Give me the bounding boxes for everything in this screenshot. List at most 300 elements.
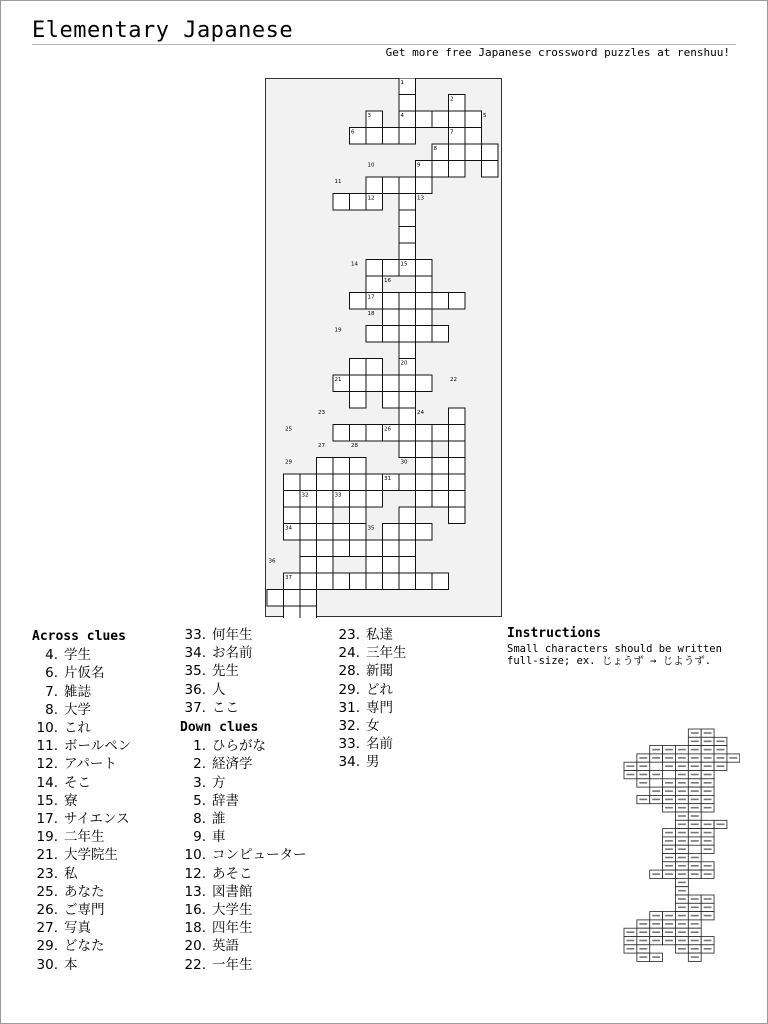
thumbnail-answer-mark (678, 940, 686, 942)
thumbnail-answer-mark (639, 948, 647, 950)
grid-cell[interactable] (333, 573, 350, 590)
grid-cell[interactable] (383, 557, 400, 574)
thumbnail-answer-mark (691, 732, 699, 734)
grid-cell[interactable] (383, 573, 400, 590)
clue-number: 25. (36, 883, 58, 900)
thumbnail-answer-mark (678, 799, 686, 801)
grid-cell[interactable] (449, 111, 466, 128)
clue-number: 27. (36, 920, 58, 937)
thumbnail-answer-mark (704, 873, 712, 875)
clue-number: 8. (45, 701, 58, 718)
thumbnail-answer-mark (691, 824, 699, 826)
clue-item (32, 901, 131, 919)
crossword-grid[interactable] (265, 78, 501, 618)
clue-item (32, 646, 131, 664)
grid-cell[interactable] (383, 392, 400, 409)
clue-item (180, 919, 307, 937)
grid-cell[interactable] (416, 441, 433, 458)
grid-clue-number: 6 (351, 129, 355, 136)
grid-cell[interactable] (333, 425, 350, 442)
grid-cell[interactable] (482, 144, 499, 161)
thumbnail-answer-mark (678, 840, 686, 842)
grid-cell[interactable] (300, 573, 317, 590)
thumbnail-answer-mark (729, 757, 737, 759)
clue-text: あそこ (212, 865, 253, 882)
grid-cell[interactable] (432, 111, 449, 128)
grid-cell[interactable] (383, 260, 400, 277)
grid-cell[interactable] (350, 392, 367, 409)
grid-cell[interactable] (317, 474, 334, 491)
clue-number: 32. (338, 718, 360, 735)
grid-cell[interactable] (465, 111, 482, 128)
grid-cell[interactable] (399, 293, 416, 310)
clue-number: 13. (184, 883, 206, 900)
grid-cell[interactable] (416, 524, 433, 541)
grid-cell[interactable] (432, 425, 449, 442)
grid-cell[interactable] (416, 309, 433, 326)
grid-cell[interactable] (350, 573, 367, 590)
grid-cell[interactable] (449, 507, 466, 524)
grid-clue-number: 21 (334, 377, 342, 383)
clue-item (180, 626, 307, 644)
grid-cell[interactable] (383, 375, 400, 392)
thumbnail-answer-mark (678, 824, 686, 826)
thumbnail-answer-mark (627, 765, 635, 767)
clue-text: ボールペン (64, 738, 132, 755)
grid-cell[interactable] (350, 474, 367, 491)
grid-cell[interactable] (350, 458, 367, 475)
thumbnail-answer-mark (691, 782, 699, 784)
grid-cell[interactable] (366, 177, 383, 194)
thumbnail-answer-mark (665, 799, 673, 801)
thumbnail-answer-mark (717, 749, 725, 751)
thumbnail-answer-mark (691, 749, 699, 751)
thumbnail-answer-mark (627, 940, 635, 942)
clue-item (32, 956, 131, 974)
grid-cell[interactable] (399, 507, 416, 524)
thumbnail-answer-mark (665, 749, 673, 751)
grid-clue-number: 5 (483, 113, 487, 119)
clue-item (334, 644, 407, 662)
grid-clue-number: 24 (417, 410, 424, 416)
grid-cell[interactable] (300, 474, 317, 491)
grid-cell[interactable] (465, 144, 482, 161)
clue-text: 経済学 (212, 756, 253, 773)
grid-cell[interactable] (449, 474, 466, 491)
thumbnail-answer-mark (717, 741, 725, 743)
grid-cell[interactable] (449, 144, 466, 161)
thumbnail-answer-mark (665, 865, 673, 867)
grid-cell[interactable] (465, 128, 482, 145)
thumbnail-answer-mark (678, 873, 686, 875)
clue-text: サイエンス (64, 811, 130, 828)
clue-number: 26. (36, 902, 58, 919)
clue-text: アパート (64, 756, 117, 773)
grid-cell[interactable] (416, 177, 433, 194)
grid-cell[interactable] (399, 326, 416, 343)
thumbnail-answer-mark (704, 765, 712, 767)
grid-cell[interactable] (350, 507, 367, 524)
grid-cell[interactable] (267, 590, 284, 607)
clue-number: 4. (45, 647, 58, 664)
grid-cell[interactable] (350, 293, 367, 310)
clue-number: 15. (36, 792, 58, 809)
grid-cell[interactable] (449, 293, 466, 310)
grid-cell[interactable] (284, 606, 301, 618)
thumbnail-answer-mark (691, 907, 699, 909)
clue-text: 男 (366, 754, 380, 771)
thumbnail-answer-mark (704, 915, 712, 917)
clue-number: 21. (36, 847, 58, 864)
clue-number: 28. (338, 663, 360, 680)
grid-clue-number: 16 (384, 278, 391, 284)
clue-text: 一年生 (212, 956, 253, 973)
grid-cell[interactable] (449, 161, 466, 178)
thumbnail-answer-mark (691, 832, 699, 834)
thumbnail-answer-mark (678, 915, 686, 917)
grid-cell[interactable] (432, 293, 449, 310)
down-clues-heading: Down clues (180, 720, 259, 736)
thumbnail-answer-mark (704, 940, 712, 942)
clue-item (32, 828, 131, 846)
thumbnail-answer-mark (691, 865, 699, 867)
thumbnail-answer-mark (704, 865, 712, 867)
grid-cell[interactable] (399, 441, 416, 458)
grid-cell[interactable] (333, 458, 350, 475)
clue-number: 34. (338, 754, 360, 771)
grid-cell[interactable] (416, 260, 433, 277)
grid-cell[interactable] (284, 590, 301, 607)
thumbnail-answer-mark (704, 757, 712, 759)
clue-text: 三年生 (366, 645, 407, 662)
clue-text: ひらがな (212, 738, 266, 755)
grid-cell[interactable] (432, 161, 449, 178)
clue-number: 37. (184, 699, 206, 716)
grid-cell[interactable] (416, 326, 433, 343)
clue-item (32, 683, 131, 701)
grid-clue-number: 32 (301, 492, 309, 499)
clue-number: 9. (193, 829, 206, 846)
grid-cell[interactable] (333, 194, 350, 211)
thumbnail-answer-mark (704, 832, 712, 834)
grid-cell[interactable] (432, 474, 449, 491)
thumbnail-answer-mark (627, 948, 635, 950)
grid-cell[interactable] (317, 507, 334, 524)
clue-text: これ (64, 720, 91, 737)
grid-cell[interactable] (317, 557, 334, 574)
thumbnail-answer-mark (665, 832, 673, 834)
clue-text: 辞書 (212, 792, 239, 809)
grid-cell[interactable] (300, 590, 317, 607)
grid-cell[interactable] (416, 491, 433, 508)
grid-cell[interactable] (482, 161, 499, 178)
grid-cell[interactable] (399, 392, 416, 409)
grid-clue-number: 28 (351, 443, 358, 449)
thumbnail-answer-mark (678, 882, 686, 884)
grid-cell[interactable] (350, 194, 367, 211)
grid-cell[interactable] (399, 309, 416, 326)
grid-cell[interactable] (416, 573, 433, 590)
grid-clue-number: 26 (384, 426, 391, 433)
thumbnail-answer-mark (678, 832, 686, 834)
clue-item (32, 919, 131, 937)
thumbnail-answer-mark (652, 931, 660, 933)
clue-item (32, 883, 131, 901)
clue-item (180, 699, 307, 717)
grid-cell[interactable] (317, 458, 334, 475)
source-note: Get more free Japanese crossword puzzles at renshuu! (385, 46, 730, 59)
across-clues-heading: Across clues (32, 629, 126, 644)
grid-cell[interactable] (449, 491, 466, 508)
thumbnail-answer-mark (639, 782, 647, 784)
thumbnail-answer-mark (678, 765, 686, 767)
grid-cell[interactable] (300, 540, 317, 557)
thumbnail-answer-mark (678, 807, 686, 809)
grid-cell[interactable] (366, 276, 383, 293)
clue-number: 33. (338, 736, 360, 753)
thumbnail-answer-mark (639, 923, 647, 925)
thumbnail-answer-mark (691, 898, 699, 900)
grid-cell[interactable] (333, 474, 350, 491)
grid-cell[interactable] (399, 557, 416, 574)
grid-cell[interactable] (366, 326, 383, 343)
grid-cell[interactable] (300, 507, 317, 524)
grid-cell[interactable] (366, 425, 383, 442)
grid-cell[interactable] (399, 95, 416, 112)
clue-item (180, 792, 307, 810)
thumbnail-answer-mark (627, 931, 635, 933)
clue-item (180, 774, 307, 792)
grid-clue-number: 23 (318, 410, 325, 416)
clue-number: 23. (338, 627, 360, 643)
clue-text: 先生 (212, 663, 239, 680)
grid-cell[interactable] (399, 540, 416, 557)
clue-text: 本 (64, 956, 78, 973)
clue-number: 16. (184, 902, 206, 919)
clue-item (180, 865, 307, 883)
clue-item (180, 828, 307, 846)
thumbnail-answer-mark (704, 948, 712, 950)
thumbnail-answer-mark (717, 757, 725, 759)
grid-cell[interactable] (284, 474, 301, 491)
grid-cell[interactable] (416, 425, 433, 442)
grid-cell[interactable] (416, 293, 433, 310)
clue-text: 英語 (212, 938, 239, 955)
thumbnail-answer-mark (691, 765, 699, 767)
clue-number: 11. (36, 738, 58, 755)
thumbnail-answer-mark (704, 898, 712, 900)
clue-item (180, 755, 307, 773)
grid-cell[interactable] (333, 540, 350, 557)
clue-item (32, 810, 131, 828)
clue-item (32, 792, 131, 810)
grid-clue-number: 1 (400, 80, 404, 86)
grid-cell[interactable] (317, 524, 334, 541)
grid-cell[interactable] (366, 474, 383, 491)
grid-cell[interactable] (383, 128, 400, 145)
clue-column-3 (334, 626, 407, 772)
grid-cell[interactable] (366, 375, 383, 392)
clue-text: 専門 (366, 699, 393, 716)
grid-cell[interactable] (416, 458, 433, 475)
clue-item (334, 681, 407, 699)
clue-text: 図書館 (212, 883, 253, 900)
grid-clue-number: 11 (334, 179, 342, 185)
grid-cell[interactable] (300, 524, 317, 541)
grid-cell[interactable] (350, 540, 367, 557)
clue-number: 12. (36, 756, 58, 773)
grid-cell[interactable] (399, 342, 416, 359)
clue-number: 30. (36, 956, 58, 973)
clue-number: 35. (184, 663, 206, 680)
grid-cell[interactable] (350, 375, 367, 392)
thumbnail-answer-mark (691, 790, 699, 792)
grid-cell[interactable] (383, 540, 400, 557)
thumbnail-answer-mark (704, 907, 712, 909)
clue-text: 新聞 (366, 663, 393, 680)
grid-cell[interactable] (449, 408, 466, 425)
grid-cell[interactable] (416, 474, 433, 491)
grid-cell[interactable] (399, 227, 416, 244)
grid-cell[interactable] (432, 491, 449, 508)
clue-text: 名前 (366, 736, 393, 753)
clue-text: 大学院生 (64, 847, 118, 864)
clue-text: ご専門 (64, 902, 105, 919)
grid-cell[interactable] (383, 293, 400, 310)
grid-cell[interactable] (350, 359, 367, 376)
grid-clue-number: 29 (285, 459, 292, 466)
grid-cell[interactable] (366, 260, 383, 277)
thumbnail-answer-mark (691, 741, 699, 743)
grid-cell[interactable] (399, 194, 416, 211)
grid-cell[interactable] (300, 606, 317, 618)
clue-item (334, 735, 407, 753)
thumbnail-answer-mark (704, 807, 712, 809)
grid-cell[interactable] (399, 408, 416, 425)
clue-number: 22. (184, 956, 206, 973)
grid-cell[interactable] (383, 309, 400, 326)
clue-number: 1. (193, 738, 206, 755)
clue-number: 2. (193, 756, 206, 773)
thumbnail-answer-mark (678, 774, 686, 776)
grid-cell[interactable] (432, 573, 449, 590)
thumbnail-answer-mark (691, 931, 699, 933)
thumbnail-answer-mark (678, 757, 686, 759)
thumbnail-answer-mark (665, 782, 673, 784)
grid-clue-number: 17 (367, 294, 375, 301)
grid-cell[interactable] (366, 573, 383, 590)
grid-cell[interactable] (366, 359, 383, 376)
thumbnail-answer-mark (691, 923, 699, 925)
grid-cell[interactable] (399, 243, 416, 260)
clue-column-2 (180, 626, 307, 974)
grid-cell[interactable] (399, 210, 416, 227)
grid-cell[interactable] (416, 111, 433, 128)
grid-cell[interactable] (399, 128, 416, 145)
grid-cell[interactable] (317, 573, 334, 590)
grid-cell[interactable] (350, 425, 367, 442)
thumbnail-answer-mark (665, 807, 673, 809)
grid-cell[interactable] (416, 276, 433, 293)
grid-cell[interactable] (383, 326, 400, 343)
grid-cell[interactable] (449, 458, 466, 475)
grid-cell[interactable] (399, 573, 416, 590)
grid-cell[interactable] (432, 458, 449, 475)
thumbnail-answer-mark (691, 948, 699, 950)
grid-cell[interactable] (399, 425, 416, 442)
thumbnail-answer-mark (665, 915, 673, 917)
thumbnail-answer-mark (691, 815, 699, 817)
thumbnail-answer-mark (691, 840, 699, 842)
instructions-block (507, 626, 737, 667)
thumbnail-answer-mark (678, 790, 686, 792)
grid-cell[interactable] (350, 524, 367, 541)
clue-text: 四年生 (212, 920, 253, 937)
clue-item (32, 865, 131, 883)
grid-cell[interactable] (284, 491, 301, 508)
thumbnail-answer-mark (665, 840, 673, 842)
thumbnail-answer-mark (665, 757, 673, 759)
thumbnail-answer-mark (665, 873, 673, 875)
grid-clue-number: 37 (285, 575, 292, 581)
thumbnail-answer-mark (652, 956, 660, 958)
grid-cell[interactable] (399, 375, 416, 392)
grid-cell[interactable] (383, 177, 400, 194)
clue-text: コンピューター (212, 847, 307, 864)
clue-text: 大学生 (212, 902, 253, 919)
clue-number: 31. (338, 699, 360, 716)
thumbnail-answer-mark (717, 824, 725, 826)
grid-cell[interactable] (317, 540, 334, 557)
thumbnail-answer-mark (704, 799, 712, 801)
grid-cell[interactable] (333, 524, 350, 541)
grid-clue-number: 27 (318, 443, 325, 449)
grid-cell[interactable] (383, 524, 400, 541)
grid-cell[interactable] (416, 375, 433, 392)
grid-cell[interactable] (366, 557, 383, 574)
clue-item (32, 937, 131, 955)
thumbnail-answer-mark (678, 923, 686, 925)
thumbnail-answer-mark (665, 848, 673, 850)
thumbnail-answer-mark (652, 790, 660, 792)
clue-item (180, 681, 307, 699)
thumbnail-answer-mark (652, 749, 660, 751)
clue-text: そこ (64, 774, 91, 791)
grid-clue-number: 2 (450, 96, 454, 103)
clue-number: 10. (184, 847, 206, 864)
grid-cell[interactable] (399, 524, 416, 541)
thumbnail-answer-mark (691, 956, 699, 958)
grid-cell[interactable] (366, 128, 383, 145)
clue-item (180, 737, 307, 755)
grid-cell[interactable] (366, 540, 383, 557)
thumbnail-answer-mark (704, 741, 712, 743)
answer-key-thumbnail (622, 728, 740, 973)
grid-cell[interactable] (317, 491, 334, 508)
grid-cell[interactable] (350, 491, 367, 508)
grid-cell[interactable] (284, 507, 301, 524)
thumbnail-answer-mark (704, 824, 712, 826)
grid-cell[interactable] (449, 425, 466, 442)
thumbnail-answer-mark (691, 757, 699, 759)
grid-cell[interactable] (300, 557, 317, 574)
thumbnail-answer-mark (665, 923, 673, 925)
grid-cell[interactable] (366, 491, 383, 508)
grid-cell[interactable] (399, 177, 416, 194)
grid-cell[interactable] (432, 326, 449, 343)
grid-cell[interactable] (449, 441, 466, 458)
grid-cell[interactable] (399, 474, 416, 491)
